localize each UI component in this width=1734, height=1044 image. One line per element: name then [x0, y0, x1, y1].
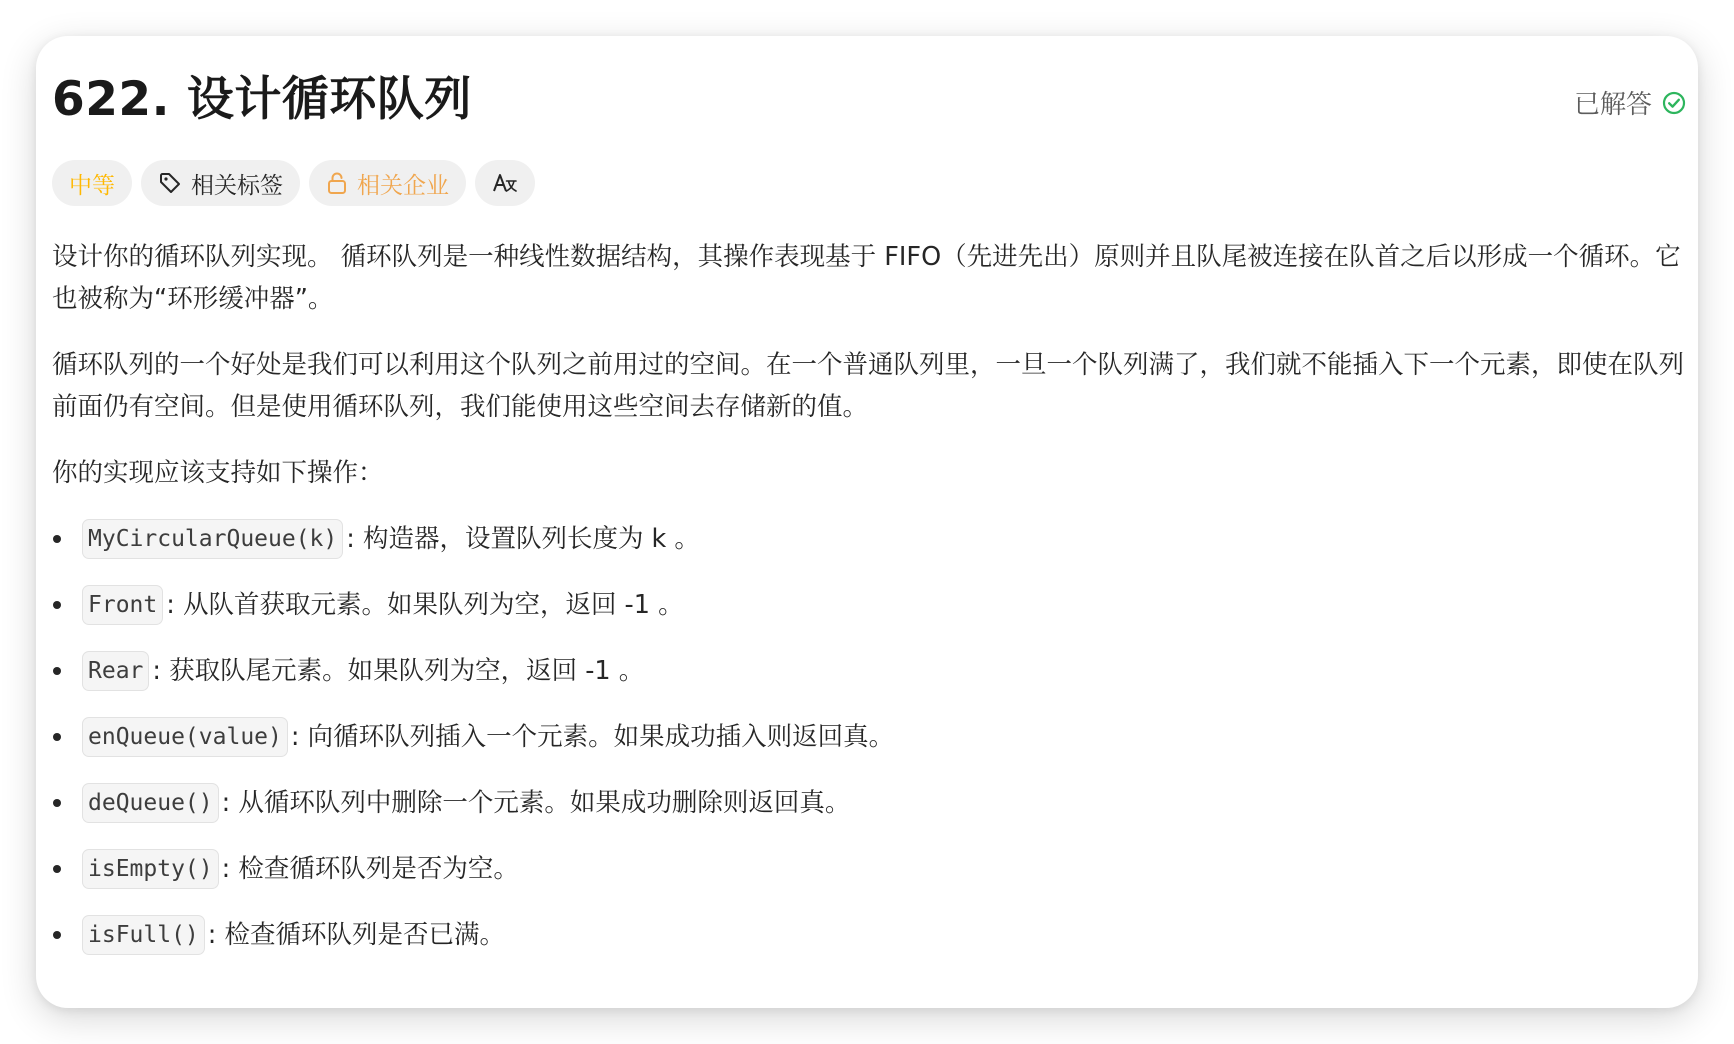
- lock-icon: [326, 171, 348, 195]
- list-item: [52, 506, 1686, 572]
- tag-icon: [158, 171, 182, 195]
- inline-code: isFull(): [82, 915, 205, 955]
- translate-icon: [492, 171, 518, 195]
- tag-bar: [52, 160, 535, 206]
- operation-description: : 检查循环队列是否为空。: [221, 854, 519, 884]
- related-tags-button[interactable]: [141, 160, 300, 206]
- bullet: [53, 733, 61, 741]
- description-paragraph: 循环队列的一个好处是我们可以利用这个队列之前用过的空间。在一个普通队列里，一旦一个队列满了，我们就不能插入下一个元素，即使在队列前面仍有空间。但是使用循环队列，我们能使用这些空间去存储新的值。: [52, 350, 1685, 422]
- operation-description: : 获取队尾元素。如果队列为空，返回 -1 。: [152, 656, 645, 686]
- difficulty-label: 中等: [69, 172, 115, 199]
- list-item: [52, 836, 1686, 902]
- operation-description: : 从队首获取元素。如果队列为空，返回 -1 。: [166, 590, 684, 620]
- solved-status: [1574, 84, 1686, 121]
- related-companies-button[interactable]: [309, 160, 466, 206]
- problem-header: [52, 62, 1686, 138]
- bullet: [53, 931, 61, 939]
- bullet: [53, 667, 61, 675]
- difficulty-badge[interactable]: [52, 160, 132, 206]
- inline-code: isEmpty(): [82, 849, 219, 889]
- problem-title[interactable]: 622. 设计循环队列: [52, 72, 472, 127]
- problem-description-panel: [36, 36, 1698, 1008]
- inline-code: MyCircularQueue(k): [82, 519, 343, 559]
- operation-description: : 构造器，设置队列长度为 k 。: [346, 524, 700, 554]
- inline-code: enQueue(value): [82, 717, 288, 757]
- bullet: [53, 535, 61, 543]
- operation-description: : 从循环队列中删除一个元素。如果成功删除则返回真。: [221, 788, 851, 818]
- problem-content: [52, 236, 1686, 968]
- inline-code: deQueue(): [82, 783, 219, 823]
- solved-label: 已解答: [1573, 90, 1652, 120]
- list-item: [52, 638, 1686, 704]
- list-item: [52, 770, 1686, 836]
- related-companies-label: 相关企业: [357, 172, 449, 199]
- operations-intro: 你的实现应该支持如下操作：: [52, 458, 384, 488]
- bullet: [53, 799, 61, 807]
- list-item: [52, 572, 1686, 638]
- operation-description: : 向循环队列插入一个元素。如果成功插入则返回真。: [290, 722, 895, 752]
- translate-button[interactable]: [475, 160, 535, 206]
- inline-code: Rear: [82, 651, 149, 691]
- description-paragraph: 设计你的循环队列实现。 循环队列是一种线性数据结构，其操作表现基于 FIFO（先进先出）原则并且队尾被连接在队首之后以形成一个循环。它也被称为“环形缓冲器”。: [52, 242, 1681, 314]
- bullet: [53, 865, 61, 873]
- bullet: [53, 601, 61, 609]
- inline-code: Front: [82, 585, 163, 625]
- list-item: [52, 902, 1686, 968]
- operation-description: : 检查循环队列是否已满。: [207, 920, 505, 950]
- related-tags-label: 相关标签: [191, 172, 283, 199]
- check-circle-icon: [1662, 91, 1686, 115]
- operations-list: [52, 506, 1686, 968]
- list-item: [52, 704, 1686, 770]
